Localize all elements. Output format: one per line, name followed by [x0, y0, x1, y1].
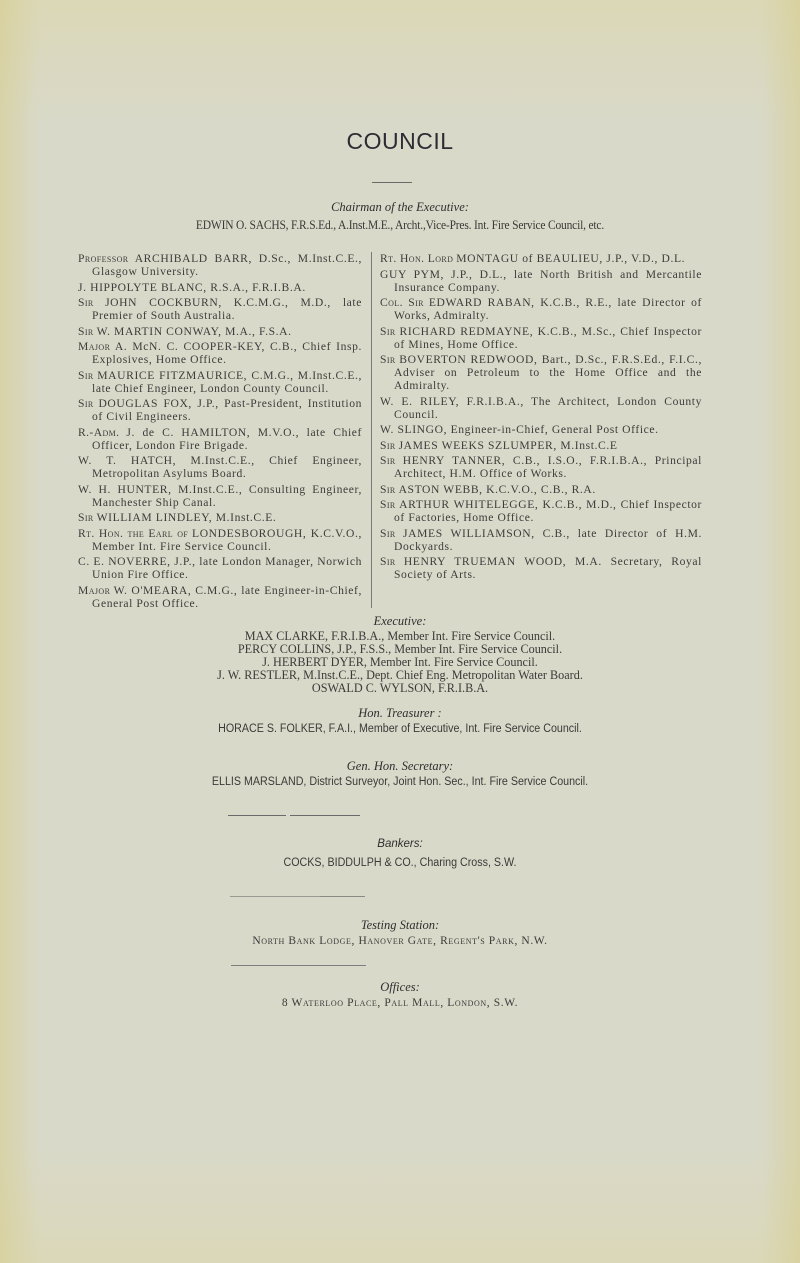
council-entry: Major W. O'MEARA, C.M.G., late Engineer-in-Chief, General Post Office. [78, 583, 363, 610]
executive-member: MAX CLARKE, F.R.I.B.A., Member Int. Fire Service Council. [244, 629, 556, 643]
executive-member: J. W. RESTLER, M.Inst.C.E., Dept. Chief Eng. Metropolitan Water Board. [217, 668, 583, 682]
offices-line: 8 Waterloo Place, Pall Mall, London, S.W. [281, 997, 519, 1009]
secretary-line: ELLIS MARSLAND, District Surveyor, Joint Hon. Sec., Int. Fire Service Council. [211, 776, 589, 788]
treasurer-label: Hon. Treasurer : [358, 706, 442, 720]
executive-member: OSWALD C. WYLSON, F.R.I.B.A. [311, 681, 489, 695]
council-entry: Rt. Hon. Lord MONTAGU of BEAULIEU, J.P., V.D., D.L. [380, 252, 686, 265]
council-entry: W. T. HATCH, M.Inst.C.E., Chief Engineer, Metropolitan Asylums Board. [78, 454, 362, 480]
column-divider [371, 252, 372, 608]
council-entry: Sir ASTON WEBB, K.C.V.O., C.B., R.A. [380, 482, 596, 496]
chairman-label: Chairman of the Executive: [331, 200, 469, 214]
executive-member: PERCY COLLINS, J.P., F.S.S., Member Int. Fire Service Council. [237, 642, 563, 656]
council-column-left [78, 252, 362, 612]
council-entry: Sir JAMES WILLIAMSON, C.B., late Director of H.M. Dockyards. [380, 526, 702, 553]
council-entry: Sir HENRY TANNER, C.B., I.S.O., F.R.I.B.A., Principal Architect, H.M. Office of Works. [380, 454, 702, 480]
title-rule [372, 182, 412, 183]
council-entry: Sir DOUGLAS FOX, J.P., Past-President, Institution of Civil Engineers. [78, 397, 362, 423]
council-entry: Rt. Hon. the Earl of LONDESBOROUGH, K.C.V.O., Member Int. Fire Service Council. [78, 526, 362, 553]
council-column-right [380, 252, 702, 584]
council-entry: Sir BOVERTON REDWOOD, Bart., D.Sc., F.R.S.Ed., F.I.C., Adviser on Petroleum to the Home Office and the Admiralty. [380, 353, 702, 392]
chairman-line: EDWIN O. SACHS, F.R.S.Ed., A.Inst.M.E., Archt.,Vice-Pres. Int. Fire Service Council, etc. [195, 218, 605, 232]
council-entry: Sir ARTHUR WHITELEGGE, K.C.B., M.D., Chief Inspector of Factories, Home Office. [380, 498, 703, 524]
council-entry: Major A. McN. C. COOPER-KEY, C.B., Chief Insp. Explosives, Home Office. [78, 340, 362, 366]
council-entry: Sir MAURICE FITZMAURICE, C.M.G., M.Inst.C.E., late Chief Engineer, London County Council. [78, 368, 362, 395]
section-rule [228, 815, 286, 816]
council-entry: Professor ARCHIBALD BARR, D.Sc., M.Inst.C.E., Glasgow University. [78, 252, 363, 278]
testing-station-line: North Bank Lodge, Hanover Gate, Regent's Park, N.W. [252, 935, 548, 947]
council-entry: W. H. HUNTER, M.Inst.C.E., Consulting Engineer, Manchester Ship Canal. [78, 482, 362, 509]
page-title: COUNCIL [346, 128, 454, 154]
council-entry: C. E. NOVERRE, J.P., late London Manager, Norwich Union Fire Office. [78, 555, 362, 581]
council-entry: Sir WILLIAM LINDLEY, M.Inst.C.E. [78, 511, 277, 524]
treasurer-line: HORACE S. FOLKER, F.A.I., Member of Executive, Int. Fire Service Council. [218, 723, 582, 735]
council-entry: Sir JAMES WEEKS SZLUMPER, M.Inst.C.E [380, 438, 618, 452]
executive-member: J. HERBERT DYER, Member Int. Fire Service Council. [262, 655, 538, 669]
section-rule [320, 896, 365, 897]
section-rule [231, 965, 366, 966]
executive-label: Executive: [373, 614, 427, 628]
council-entry: GUY PYM, J.P., D.L., late North British and Mercantile Insurance Company. [380, 267, 702, 294]
bankers-line: COCKS, BIDDULPH & CO., Charing Cross, S.W. [283, 857, 517, 869]
council-entry: Sir W. MARTIN CONWAY, M.A., F.S.A. [78, 324, 292, 338]
council-entry: Sir HENRY TRUEMAN WOOD, M.A. Secretary, Royal Society of Arts. [380, 555, 702, 581]
testing-station-label: Testing Station: [360, 918, 440, 932]
council-entry: Col. Sir EDWARD RABAN, K.C.B., R.E., late Director of Works, Admiralty. [380, 296, 702, 322]
council-entry: J. HIPPOLYTE BLANC, R.S.A., F.R.I.B.A. [78, 280, 306, 294]
council-entry: W. SLINGO, Engineer-in-Chief, General Post Office. [380, 423, 659, 436]
council-entry: Sir RICHARD REDMAYNE, K.C.B., M.Sc., Chief Inspector of Mines, Home Office. [380, 324, 702, 351]
bankers-label: Bankers: [377, 838, 423, 850]
council-entry: Sir JOHN COCKBURN, K.C.M.G., M.D., late Premier of South Australia. [78, 296, 362, 322]
offices-label: Offices: [380, 980, 420, 994]
section-rule [290, 815, 360, 816]
secretary-label: Gen. Hon. Secretary: [346, 759, 454, 773]
council-entry: R.-Adm. J. de C. HAMILTON, M.V.O., late Chief Officer, London Fire Brigade. [78, 425, 363, 452]
council-entry: W. E. RILEY, F.R.I.B.A., The Architect, London County Council. [380, 394, 702, 421]
